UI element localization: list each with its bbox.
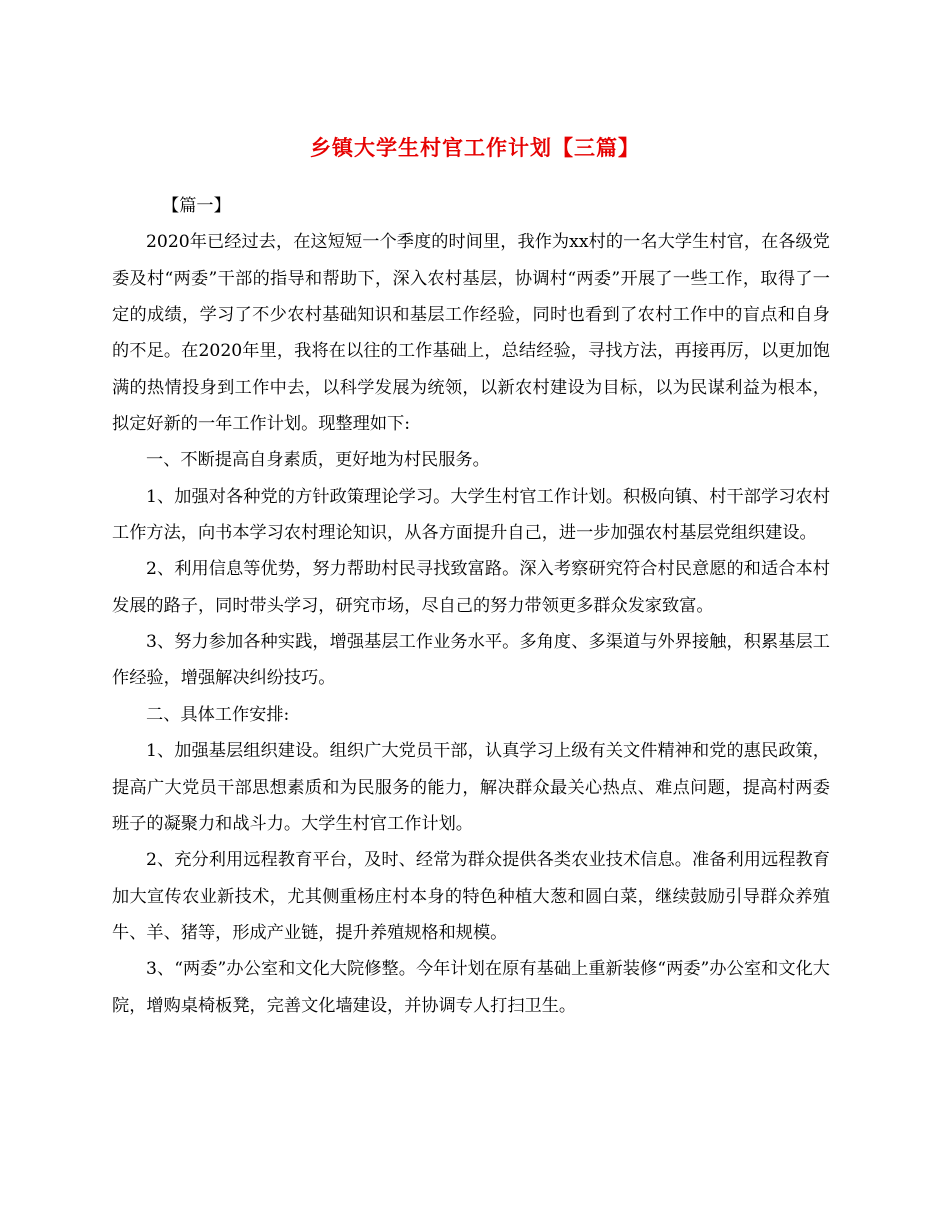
paragraph-item-1-1: 1、加强对各种党的方针政策理论学习。大学生村官工作计划。积极向镇、村干部学习农村工作方法，向书本学习农村理论知识，从各方面提升自己，进一步加强农村基层党组织建设。: [112, 486, 830, 544]
section-heading: 【篇一】: [162, 196, 231, 216]
heading-part-two: 二、具体工作安排:: [146, 704, 290, 725]
paragraph-item-1-3: 3、努力参加各种实践，增强基层工作业务水平。多角度、多渠道与外界接触，积累基层工作经验，增强解决纠纷技巧。: [112, 632, 830, 689]
paragraph-item-2-3: 3、“两委”办公室和文化大院修整。今年计划在原有基础上重新装修“两委”办公室和文化大院，增购桌椅板凳，完善文化墙建设，并协调专人打扫卫生。: [112, 959, 830, 1016]
paragraph-intro: 2020年已经过去，在这短短一个季度的时间里，我作为xx村的一名大学生村官，在各级党委及村“两委”干部的指导和帮助下，深入农村基层，协调村“两委”开展了一些工作，取得了一定的成绩，学习了不少农村基础知识和基层工作经验，同时也看到了农村工作中的盲点和自身的不足。在2020年里，我将在以往的工作基础上，总结经验，寻找方法，再接再厉，以更加饱满的热情投身到工作中去，以科学发展为统领，以新农村建设为目标，以为民谋利益为根本，拟定好新的一年工作计划。现整理如下:: [112, 232, 830, 435]
paragraph-item-1-2: 2、利用信息等优势，努力帮助村民寻找致富路。深入考察研究符合村民意愿的和适合本村发展的路子，同时带头学习，研究市场，尽自己的努力带领更多群众发家致富。: [112, 559, 830, 616]
heading-part-one: 一、不断提高自身素质，更好地为村民服务。: [146, 450, 490, 471]
document-title: 乡镇大学生村官工作计划【三篇】: [310, 135, 640, 161]
paragraph-item-2-1: 1、加强基层组织建设。组织广大党员干部，认真学习上级有关文件精神和党的惠民政策，提高广大党员干部思想素质和为民服务的能力，解决群众最关心热点、难点问题，提高村两委班子的凝聚力和战斗力。大学生村官工作计划。: [112, 741, 830, 834]
document-body: [112, 188, 830, 1024]
paragraph-item-2-2: 2、充分利用远程教育平台，及时、经常为群众提供各类农业技术信息。准备利用远程教育加大宣传农业新技术，尤其侧重杨庄村本身的特色种植大葱和圆白菜，继续鼓励引导群众养殖牛、羊、猪等，形成产业链，提升养殖规格和规模。: [112, 850, 830, 943]
